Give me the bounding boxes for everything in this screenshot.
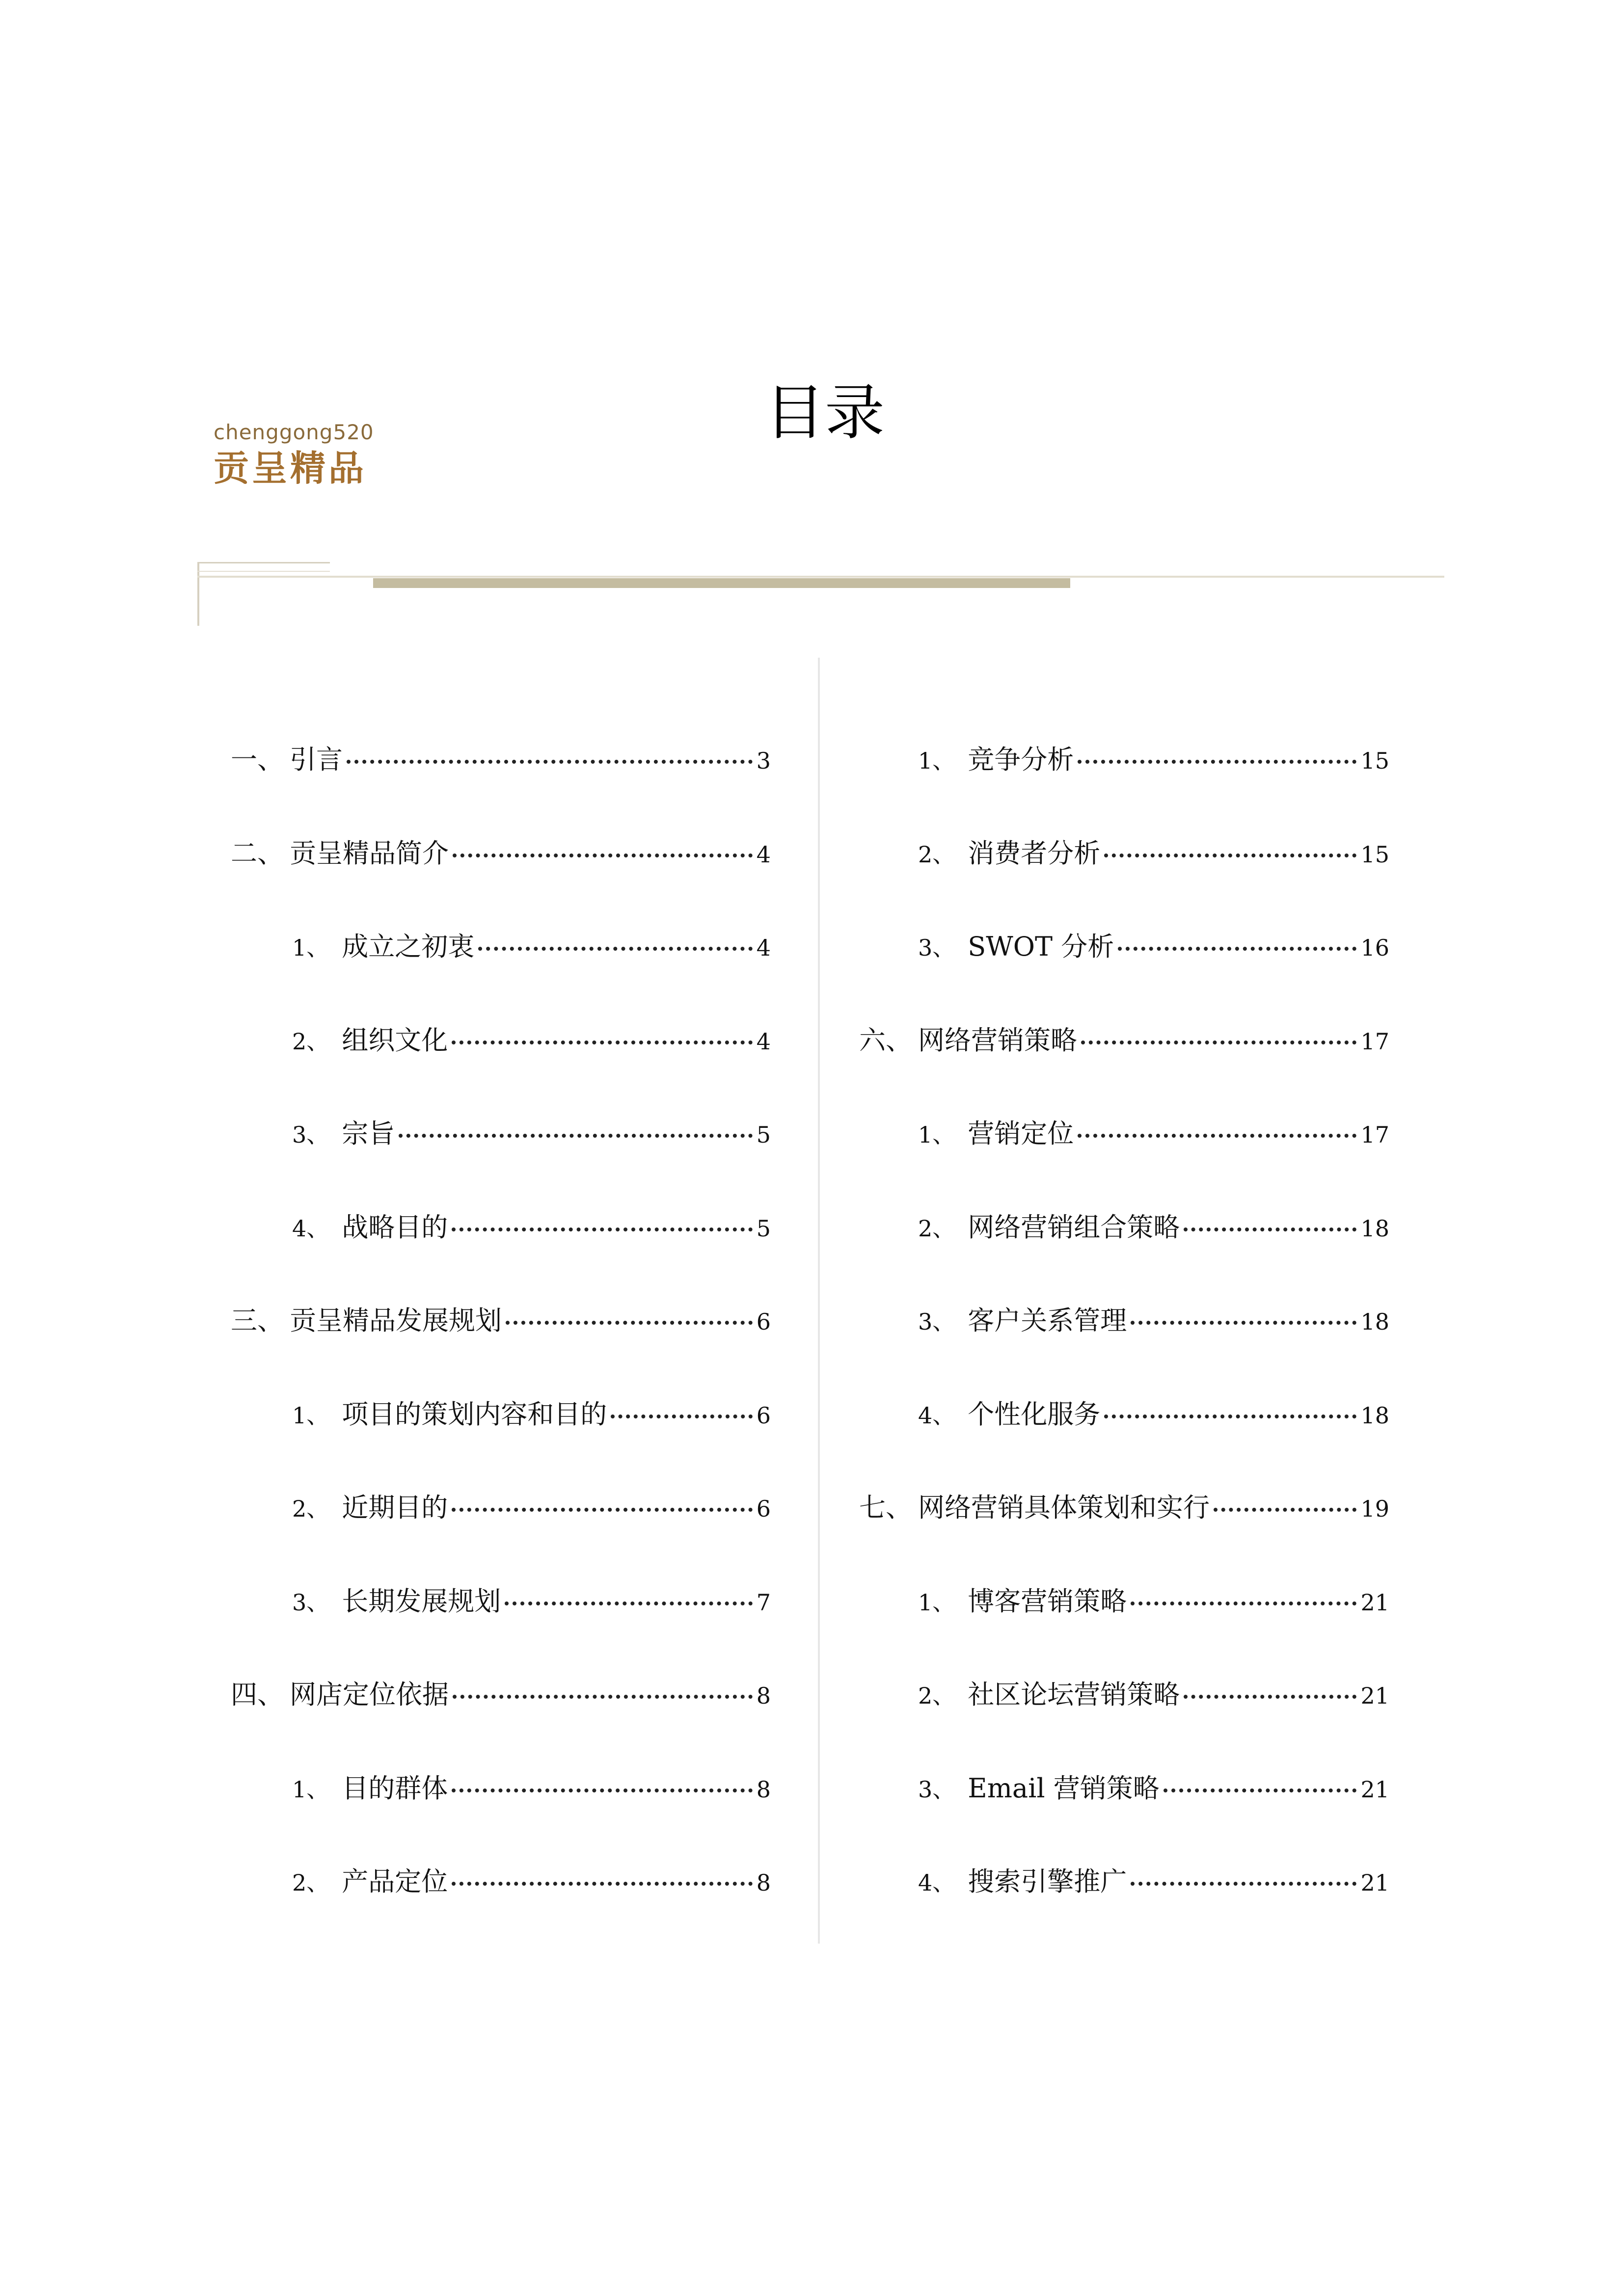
toc-entry-title: 个性化服务 [968,1398,1101,1430]
toc-entry[interactable] [292,1767,771,1812]
toc-entry-title: 贡呈精品简介 [290,837,449,869]
toc-entry-number: 3、 [918,1308,955,1335]
toc-entry-title: 组织文化 [342,1024,448,1056]
toc-entry[interactable] [859,1487,1389,1531]
toc-entry-page-number: 18 [1360,1215,1389,1242]
toc-entry-number: 3、 [292,1121,329,1148]
toc-entry-page-number: 6 [756,1402,771,1429]
page-title: 目录 [765,378,885,448]
toc-entry[interactable] [231,739,771,783]
toc-dot-leader [453,1695,753,1699]
frame-accent-bar [373,578,1070,588]
toc-entry-number: 二、 [231,837,284,869]
toc-entry-number: 4、 [918,1402,955,1429]
toc-dot-leader [505,1602,752,1605]
toc-entry[interactable] [918,1393,1389,1438]
toc-entry-title: 长期发展规划 [342,1585,501,1617]
toc-dot-leader [452,1228,752,1231]
toc-entry-page-number: 8 [756,1682,771,1709]
toc-entry-number: 2、 [292,1028,329,1055]
toc-entry[interactable] [918,926,1389,970]
toc-entry-page-number: 6 [756,1495,771,1522]
toc-entry[interactable] [918,1861,1389,1905]
toc-entry-page-number: 3 [756,748,771,774]
toc-entry-page-number: 16 [1360,934,1389,961]
toc-dot-leader [1081,1041,1356,1044]
toc-dot-leader [347,760,753,764]
toc-entry-title: 网店定位依据 [290,1679,449,1710]
toc-entry-number: 1、 [918,1121,955,1148]
toc-entry-page-number: 5 [756,1215,771,1242]
toc-entry[interactable] [918,1113,1389,1157]
toc-dot-leader [1118,947,1356,951]
toc-entry-number: 2、 [292,1495,329,1522]
toc-entry-page-number: 21 [1360,1589,1389,1616]
toc-entry[interactable] [231,1674,771,1718]
toc-entry-title: 网络营销组合策略 [968,1211,1180,1243]
logo-latin-text: chenggong520 [214,420,374,444]
toc-dot-leader [452,1789,752,1792]
toc-dot-leader [611,1415,752,1418]
toc-entry-title: SWOT 分析 [968,931,1114,962]
toc-dot-leader [1164,1789,1357,1792]
toc-entry-title: 网络营销策略 [918,1024,1077,1056]
toc-entry-number: 1、 [292,934,329,961]
toc-entry-page-number: 21 [1360,1869,1389,1896]
toc-entry-number: 3、 [918,1776,955,1803]
toc-entry-number: 2、 [292,1869,329,1896]
toc-entry[interactable] [292,926,771,970]
toc-entry-number: 2、 [918,1215,955,1242]
toc-entry[interactable] [292,1487,771,1531]
toc-dot-leader [1131,1602,1356,1605]
toc-entry-page-number: 15 [1360,748,1389,774]
toc-entry-page-number: 4 [756,841,771,868]
toc-dot-leader [1131,1321,1356,1325]
frame-long-rule [197,576,1444,578]
toc-entry[interactable] [918,1206,1389,1251]
toc-entry-page-number: 18 [1360,1308,1389,1335]
toc-entry[interactable] [292,1019,771,1064]
toc-entry[interactable] [918,1674,1389,1718]
toc-entry-page-number: 8 [756,1776,771,1803]
toc-entry[interactable] [918,832,1389,877]
toc-entry-page-number: 7 [756,1589,771,1616]
toc-entry-title: 宗旨 [342,1118,395,1149]
toc-dot-leader [1184,1695,1356,1699]
toc-dot-leader [478,947,752,951]
toc-dot-leader [452,1041,752,1044]
toc-entry[interactable] [918,1580,1389,1625]
toc-entry[interactable] [859,1019,1389,1064]
toc-entry-number: 4、 [292,1215,329,1242]
toc-entry-title: 成立之初衷 [342,931,475,962]
toc-entry[interactable] [292,1206,771,1251]
toc-entry-number: 1、 [292,1776,329,1803]
brand-logo [214,420,410,489]
toc-entry[interactable] [292,1393,771,1438]
toc-dot-leader [1078,760,1356,764]
toc-entry-title: 产品定位 [342,1866,448,1897]
toc-entry-title: 客户关系管理 [968,1305,1127,1336]
toc-dot-leader [1214,1508,1356,1512]
toc-entry-number: 四、 [231,1679,284,1710]
toc-entry-title: 贡呈精品发展规划 [290,1305,502,1336]
toc-dot-leader [452,1882,752,1886]
toc-entry-title: 近期目的 [342,1492,448,1523]
toc-entry-number: 三、 [231,1305,284,1336]
toc-entry[interactable] [231,832,771,877]
toc-entry[interactable] [292,1861,771,1905]
toc-entry-page-number: 19 [1360,1495,1389,1522]
toc-entry-page-number: 17 [1360,1121,1389,1148]
toc-entry-title: 引言 [290,744,343,775]
toc-entry-title: 目的群体 [342,1772,448,1804]
toc-entry-title: 搜索引擎推广 [968,1866,1127,1897]
toc-entry[interactable] [918,1767,1389,1812]
toc-entry-title: 博客营销策略 [968,1585,1127,1617]
toc-entry-title: 营销定位 [968,1118,1074,1149]
toc-entry-page-number: 18 [1360,1402,1389,1429]
toc-entry-page-number: 5 [756,1121,771,1148]
toc-entry-page-number: 4 [756,934,771,961]
toc-dot-leader [453,854,753,857]
toc-entry-page-number: 21 [1360,1682,1389,1709]
logo-chinese-text: 贡呈精品 [214,448,367,489]
toc-entry-number: 1、 [918,748,955,774]
toc-entry-number: 3、 [292,1589,329,1616]
toc-entry[interactable] [292,1580,771,1625]
toc-entry-title: 项目的策划内容和目的 [342,1398,607,1430]
toc-entry[interactable] [292,1113,771,1157]
toc-entry-page-number: 21 [1360,1776,1389,1803]
frame-short-rule [197,562,330,563]
toc-entry-number: 七、 [859,1492,912,1523]
toc-entry-page-number: 15 [1360,841,1389,868]
toc-entry-number: 1、 [292,1402,329,1429]
toc-entry-number: 2、 [918,841,955,868]
toc-entry-title: 战略目的 [342,1211,448,1243]
toc-entry[interactable] [231,1300,771,1344]
toc-entry-page-number: 8 [756,1869,771,1896]
toc-dot-leader [1104,854,1356,857]
toc-entry[interactable] [918,1300,1389,1344]
toc-dot-leader [1078,1134,1356,1138]
toc-entry-number: 3、 [918,934,955,961]
toc-entry-number: 六、 [859,1024,912,1056]
toc-entry-number: 一、 [231,744,284,775]
toc-entry-title: 社区论坛营销策略 [968,1679,1180,1710]
toc-entry-title: 竞争分析 [968,744,1074,775]
toc-dot-leader [1104,1415,1356,1418]
toc-dot-leader [506,1321,753,1325]
column-divider [818,658,820,1944]
toc-entry-page-number: 4 [756,1028,771,1055]
toc-entry-title: 消费者分析 [968,837,1101,869]
toc-dot-leader [1131,1882,1356,1886]
toc-entry-number: 4、 [918,1869,955,1896]
toc-entry-number: 2、 [918,1682,955,1709]
toc-dot-leader [399,1134,752,1138]
toc-entry-title: Email 营销策略 [968,1772,1160,1804]
toc-entry-number: 1、 [918,1589,955,1616]
frame-short-rule-2 [197,571,330,572]
toc-dot-leader [1184,1228,1356,1231]
toc-dot-leader [452,1508,752,1512]
toc-entry[interactable] [918,739,1389,783]
toc-entry-title: 网络营销具体策划和实行 [918,1492,1210,1523]
toc-entry-page-number: 17 [1360,1028,1389,1055]
toc-entry-page-number: 6 [756,1308,771,1335]
